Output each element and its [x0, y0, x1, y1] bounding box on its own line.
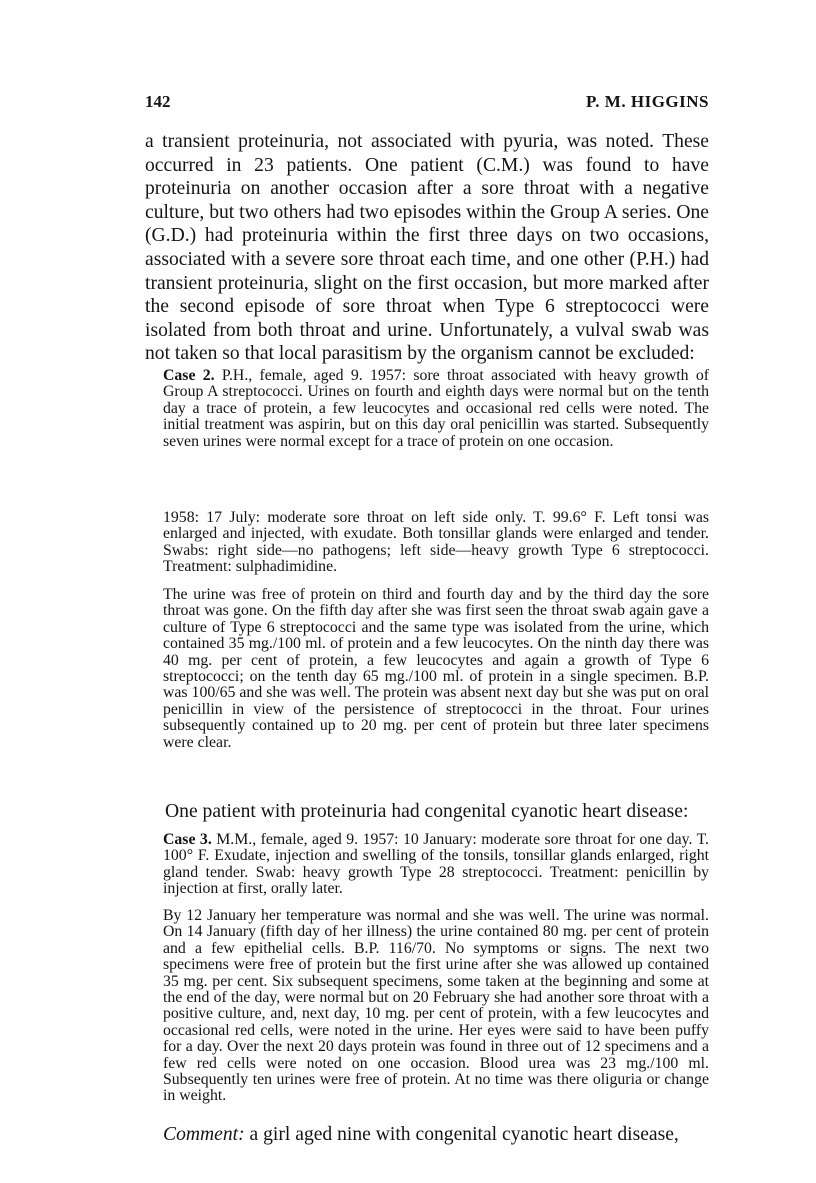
case-3-label: Case 3.: [163, 831, 212, 848]
page-number: 142: [145, 92, 171, 111]
paragraph-comment: [163, 1123, 709, 1147]
case-2-paragraph: [163, 368, 709, 450]
paragraph-heart-disease-intro: One patient with proteinuria had congenital cyanotic heart disease:: [165, 801, 689, 822]
paragraph-january-course: By 12 January her temperature was normal and she was well. The urine was normal. On 14 January (fifth day of her illness) the urine contained 80 mg. per cent of protein and a few epithelial cells. B.P. 116/70. No symptoms or signs. The next two specimens were free of protein but the first urine after she was allowed up contained 35 mg. per cent. Six subsequent specimens, some taken at the beginning and some at the end of the day, were normal but on 20 February she had another sore throat with a positive culture, and, next day, 10 mg. per cent of protein, with a few leucocytes and occasional red cells, were noted in the urine. Her eyes were said to have been puffy for a day. Over the next 20 days protein was found in three out of 12 specimens and a few red cells were noted on one occasion. Blood urea was 23 mg./100 ml. Subsequently ten urines were free of protein. At no time was there oliguria or change in weight.: [163, 907, 709, 1105]
comment-text: a girl aged nine with congenital cyanotic heart disease,: [244, 1124, 679, 1145]
page-header: [145, 92, 709, 114]
case-2-label: Case 2.: [163, 367, 215, 384]
paragraph-proteinuria-summary: a transient proteinuria, not associated with pyuria, was noted. These occurred in 23 patients. One patient (C.M.) was found to have proteinuria on another occasion after a sore throat with a negative culture, but two others had two episodes within the Group A series. One (G.D.) had proteinuria within the first three days on two occasions, associated with a severe sore throat each time, and one other (P.H.) had transient proteinuria, slight on the first occasion, but more marked after the second episode of sore throat when Type 6 streptococci were isolated from both throat and urine. Unfortunately, a vulval swab was not taken so that local parasitism by the organism cannot be excluded:: [145, 131, 709, 365]
case-3-text: M.M., female, aged 9. 1957: 10 January: moderate sore throat for one day. T. 100° F. Exudate, injection and swelling of the tonsils, tonsillar glands enlarged, right gland tender. Swab: heavy growth Type 28 streptococci. Treatment: penicillin by injection at first, orally later.: [163, 831, 709, 898]
comment-label: Comment:: [163, 1124, 245, 1145]
paragraph-urine-findings: The urine was free of protein on third and fourth day and by the third day the sore throat was gone. On the fifth day after she was first seen the throat swab again gave a culture of Type 6 streptococci and the same type was isolated from the urine, which contained 35 mg./100 ml. of protein and a few leucocytes. On the ninth day there was 40 mg. per cent of protein, a few leucocytes and again a growth of Type 6 streptococci; on the tenth day 65 mg./100 ml. of protein in a single specimen. B.P. was 100/65 and she was well. The protein was absent next day but she was put on oral penicillin in view of the persistence of streptococci in the throat. Four urines subsequently contained up to 20 mg. per cent of protein but three later specimens were clear.: [163, 586, 709, 751]
case-2-text: P.H., female, aged 9. 1957: sore throat associated with heavy growth of Group A streptococci. Urines on fourth and eighth days were normal but on the tenth day a trace of protein, a few leucocytes and occasional red cells were noted. The initial treatment was aspirin, but on this day oral penicillin was started. Subsequently seven urines were normal except for a trace of protein on one occasion.: [163, 367, 709, 450]
running-head-author: P. M. HIGGINS: [585, 92, 709, 111]
paragraph-1958-episode: 1958: 17 July: moderate sore throat on left side only. T. 99.6° F. Left tonsi was enlarged and injected, with exudate. Both tonsillar glands were enlarged and tender. Swabs: right side—no pathogens; left side—heavy growth Type 6 streptococci. Treatment: sulphadimidine.: [163, 509, 709, 576]
case-3-paragraph: [163, 832, 709, 898]
